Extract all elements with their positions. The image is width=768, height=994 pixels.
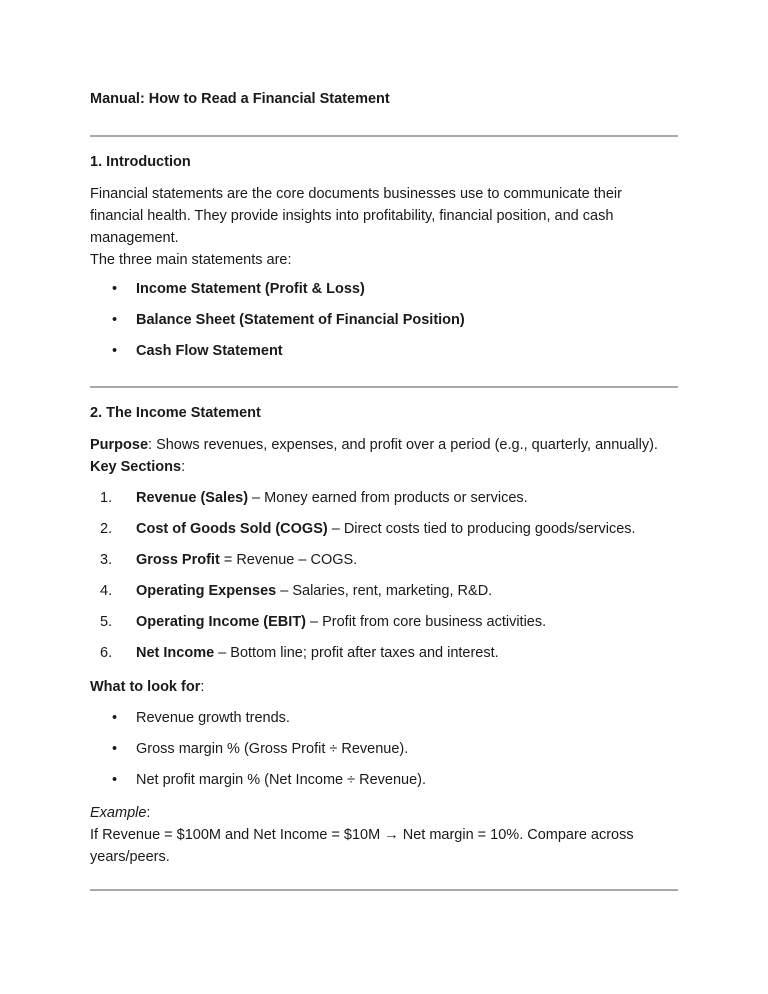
what-to-look-for-line: What to look for: [90, 679, 205, 695]
bullet-icon: • [112, 343, 118, 359]
list-item: 1. Revenue (Sales) – Money earned from products or services. [100, 490, 528, 506]
divider [90, 386, 678, 388]
list-item: 4. Operating Expenses – Salaries, rent, marketing, R&D. [100, 583, 493, 599]
key-sections-line: Key Sections: [90, 459, 186, 475]
main-statements-list [90, 278, 678, 371]
divider [90, 135, 678, 137]
bullet-icon: • [112, 741, 118, 757]
list-item: • Gross margin % (Gross Profit ÷ Revenue). [90, 738, 678, 769]
bullet-icon: • [112, 281, 118, 297]
list-item: 6. Net Income – Bottom line; profit after taxes and interest. [100, 645, 499, 661]
list-item: 2. Cost of Goods Sold (COGS) – Direct costs tied to producing goods/services. [100, 521, 636, 537]
list-item: • Net profit margin % (Net Income ÷ Revenue). [90, 769, 678, 800]
bullet-icon: • [112, 312, 118, 328]
list-item: • Revenue growth trends. [90, 707, 678, 738]
intro-line: management. [90, 230, 179, 246]
bullet-icon: • [112, 710, 118, 726]
bullet-icon: • [112, 772, 118, 788]
intro-line: financial health. They provide insights into profitability, financial position, and cash [90, 208, 614, 224]
section-heading-income-statement: 2. The Income Statement [90, 405, 261, 421]
what-to-look-for-list [90, 707, 678, 800]
section-heading-introduction: 1. Introduction [90, 154, 191, 170]
example-line: years/peers. [90, 849, 170, 865]
list-item: 5. Operating Income (EBIT) – Profit from core business activities. [100, 614, 547, 630]
list-item: • Cash Flow Statement [90, 340, 678, 371]
intro-line: Financial statements are the core documents businesses use to communicate their [90, 186, 622, 202]
key-sections-list [90, 487, 678, 673]
list-item: 3. Gross Profit = Revenue – COGS. [100, 552, 358, 568]
purpose-line: Purpose: Shows revenues, expenses, and profit over a period (e.g., quarterly, annually). [90, 437, 658, 453]
intro-line: The three main statements are: [90, 252, 292, 268]
example-label-line: Example: [90, 805, 151, 821]
purpose-paragraph [90, 434, 678, 478]
document-title: Manual: How to Read a Financial Statement [90, 91, 390, 107]
example-paragraph [90, 802, 678, 868]
divider [90, 889, 678, 891]
intro-paragraph [90, 183, 678, 271]
list-item: • Balance Sheet (Statement of Financial Position) [90, 309, 678, 340]
list-item: • Income Statement (Profit & Loss) [90, 278, 678, 309]
example-line: If Revenue = $100M and Net Income = $10M → Net margin = 10%. Compare across [90, 827, 634, 843]
